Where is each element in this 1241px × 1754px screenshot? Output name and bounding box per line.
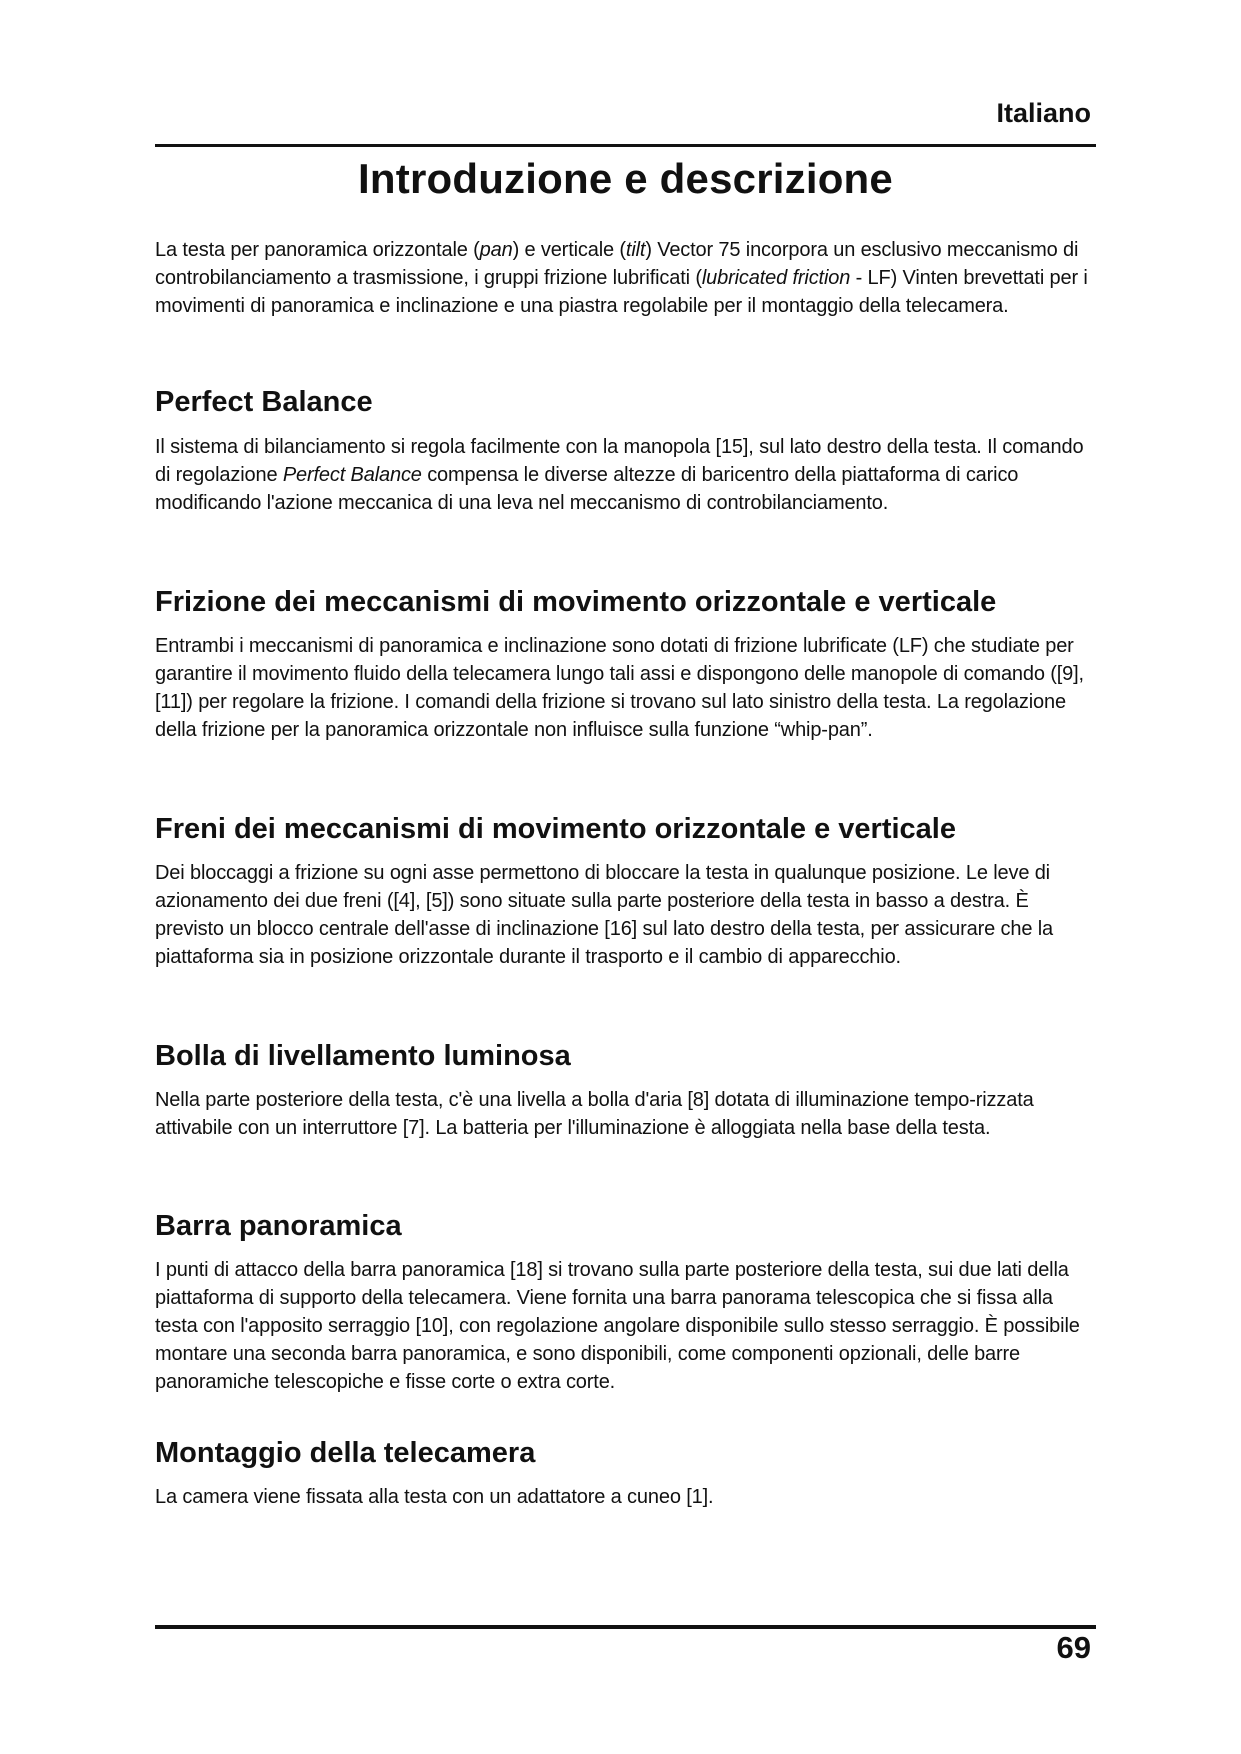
section-bubble-level xyxy=(155,1086,1096,1142)
intro-text-4: - LF) Vinten brevettati per i movimenti di panoramica e inclinazione e una piastra regolabile per il montaggio della telecamera. xyxy=(155,267,1088,317)
section-friction xyxy=(155,632,1096,744)
heading-pan-bar: Barra panoramica xyxy=(155,1210,402,1242)
paragraph-friction: Entrambi i meccanismi di panoramica e inclinazione sono dotati di frizione lubrificate (LF) che studiate per garantire il movimento fluido della telecamera lungo tali assi e dispongono delle manopole di comando ([9], [11]) per regolare la frizione. I comandi della frizione si trovano sul lato sinistro della testa. La regolazione della frizione per la panoramica orizzontale non influisce sulla funzione “whip-pan”. xyxy=(155,635,1084,741)
heading-brakes: Freni dei meccanismi di movimento orizzontale e verticale xyxy=(155,813,956,845)
paragraph-camera-mount: La camera viene fissata alla testa con un adattatore a cuneo [1]. xyxy=(155,1486,714,1508)
intro-term-lubricated: lubricated friction xyxy=(701,267,851,289)
intro-paragraph xyxy=(155,236,1096,320)
heading-perfect-balance: Perfect Balance xyxy=(155,386,373,418)
page-number: 69 xyxy=(1056,1630,1091,1665)
intro-text-1: La testa per panoramica orizzontale ( xyxy=(155,239,480,261)
header-rule xyxy=(155,144,1096,147)
intro-text-2: ) e verticale ( xyxy=(512,239,626,261)
paragraph-perfect-balance xyxy=(155,433,1096,517)
intro-term-tilt: tilt xyxy=(625,239,646,261)
heading-camera-mount: Montaggio della telecamera xyxy=(155,1437,536,1469)
intro-term-pan: pan xyxy=(479,239,513,261)
balance-term: Perfect Balance xyxy=(282,464,422,486)
paragraph-brakes: Dei bloccaggi a frizione su ogni asse permettono di bloccare la testa in qualunque posizione. Le leve di azionamento dei due freni ([4], [5]) sono situate sulla parte posteriore della testa in basso a destra. È previsto un blocco centrale dell'asse di inclinazione [16] sul lato destro della testa, per assicurare che la piattaforma sia in posizione orizzontale durante il trasporto e il cambio di apparecchio. xyxy=(155,862,1053,968)
balance-text-1: Il sistema di bilanciamento si regola facilmente con la manopola [15], sul lato destro della testa. Il comando di regolazione xyxy=(155,436,1084,486)
intro-text-3: ) Vector 75 incorpora un esclusivo meccanismo di controbilanciamento a trasmissione, i gruppi frizione lubrificati ( xyxy=(155,239,1079,289)
intro-paragraph-block xyxy=(155,236,1096,320)
paragraph-bubble-level: Nella parte posteriore della testa, c'è una livella a bolla d'aria [8] dotata di illuminazione tempo-rizzata attivabile con un interruttore [7]. La batteria per l'illuminazione è alloggiata nella base della testa. xyxy=(155,1089,1034,1139)
section-pan-bar xyxy=(155,1256,1096,1396)
section-perfect-balance xyxy=(155,433,1096,517)
section-camera-mount xyxy=(155,1483,1096,1511)
section-brakes xyxy=(155,859,1096,971)
heading-friction: Frizione dei meccanismi di movimento orizzontale e verticale xyxy=(155,586,997,618)
language-label: Italiano xyxy=(996,98,1091,128)
page-title: Introduzione e descrizione xyxy=(358,155,893,202)
footer-rule xyxy=(155,1625,1096,1629)
balance-text-2: compensa le diverse altezze di baricentro della piattaforma di carico modificando l'azione meccanica di una leva nel meccanismo di controbilanciamento. xyxy=(155,464,1019,514)
heading-bubble-level: Bolla di livellamento luminosa xyxy=(155,1040,571,1072)
paragraph-pan-bar: I punti di attacco della barra panoramica [18] si trovano sulla parte posteriore della testa, sui due lati della piattaforma di supporto della telecamera. Viene fornita una barra panorama telescopica che si fissa alla testa con l'apposito serraggio [10], con regolazione angolare disponibile sullo stesso serraggio. È possibile montare una seconda barra panoramica, e sono disponibili, come componenti opzionali, delle barre panoramiche telescopiche e fisse corte o extra corte. xyxy=(155,1259,1080,1393)
